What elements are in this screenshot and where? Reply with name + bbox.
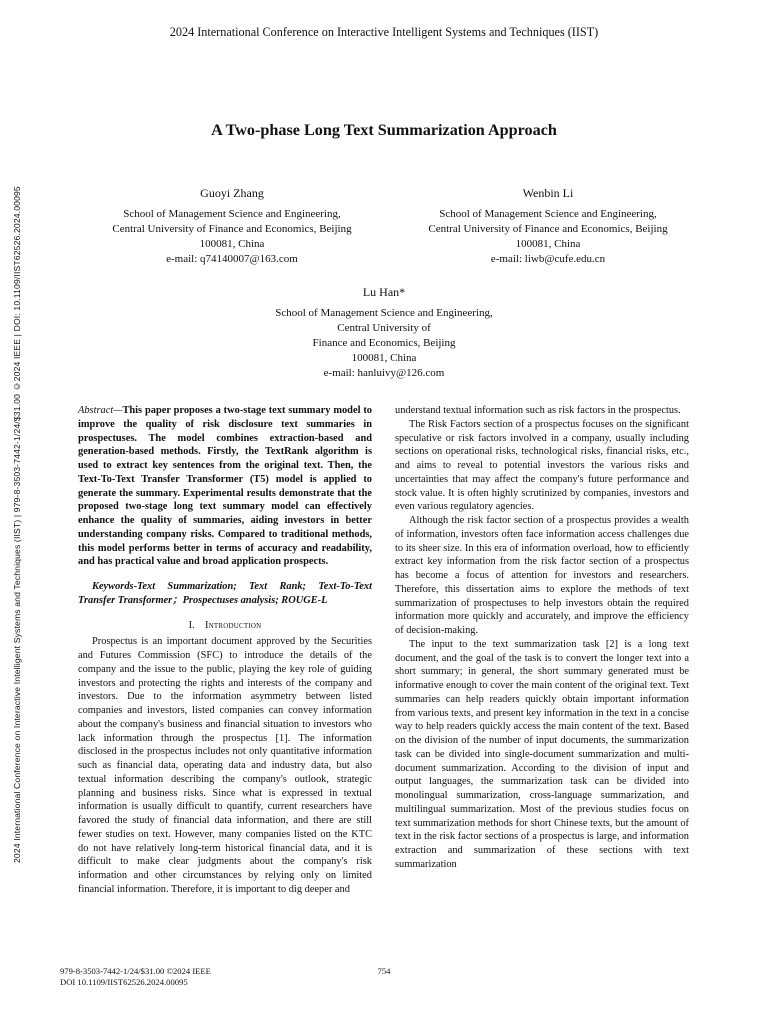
side-doi-strip: 2024 International Conference on Interactive Intelligent Systems and Techniques (IIST) | 979-8-3503-7442-1/24/$31.00 ©2024 IEEE | DOI: 10.1109/IIST62526.2024.00095 — [12, 186, 22, 864]
left-column — [78, 404, 372, 897]
footer-isbn: 979-8-3503-7442-1/24/$31.00 ©2024 IEEE — [60, 966, 211, 976]
author-block-3 — [224, 285, 544, 381]
section-heading-introduction — [78, 619, 372, 633]
author-name: Wenbin Li — [522, 186, 574, 200]
body-paragraph: Although the risk factor section of a prospectus provides a wealth of information, investors often face information access challenges due to its sheer size. In this era of information overload, how to efficiently extract key information from the risk factor section of a prospectus has become a focus of attention for investors and researchers. Therefore, this dissertation aims to explore the methods of text summarization of prospectuses to help investors obtain the required information more quickly and accurately, and improve the efficiency of decision-making. — [395, 515, 689, 636]
abstract — [78, 404, 372, 569]
author-email: e-mail: hanluivy@126.com — [323, 367, 445, 379]
author-affiliation: School of Management Science and Engineering, — [275, 307, 493, 319]
conference-header: 2024 International Conference on Interactive Intelligent Systems and Techniques (IIST) — [169, 25, 599, 39]
author-postcode: 100081, China — [515, 238, 581, 250]
author-name: Guoyi Zhang — [200, 186, 264, 200]
author-email: e-mail: liwb@cufe.edu.cn — [490, 253, 606, 265]
author-block-2 — [388, 186, 708, 267]
author-affiliation: Central University of — [337, 322, 431, 334]
section-title: Introduction — [205, 619, 262, 631]
author-postcode: 100081, China — [199, 238, 265, 250]
author-affiliation: Central University of Finance and Economics, Beijing — [428, 223, 668, 235]
paper-title: A Two-phase Long Text Summarization Approach — [211, 121, 557, 139]
body-paragraph: Prospectus is an important document approved by the Securities and Futures Commission (SFC) to introduce the details of the company and the issue to the public, playing the key role of guiding investors and protecting the rights and interests of the company and investors. Due to the information asymmetry between listed companies and investors, listed companies can convey information about the company's business and financial situation to investors who lack information through the prospectus [1]. The information disclosed in the prospectus includes not only quantitative information such as financial data, operating data and industry data, but also textual information describing the company's outlook, strategic planning and business risks. Since what is expressed in textual information is usually difficult to quantify, current researchers have favored the study of financial data information, and there are still fewer studies on text. However, many companies listed on the KTC do not have relatively long-term historical financial data, and it is difficult to make clear judgments about the company's risk information and other circumstances by relying only on limited financial information. Therefore, it is important to dig deeper and — [78, 636, 372, 895]
section-number: I. — [188, 619, 195, 631]
author-email: e-mail: q74140007@163.com — [166, 253, 298, 265]
right-column — [395, 404, 689, 872]
page-number: 754 — [377, 966, 391, 976]
body-paragraph: The input to the text summarization task [2] is a long text document, and the goal of the task is to convert the longer text into a short summary; in general, the short summary generated must be informative enough to cover the main content of the original text. Text summaries can help readers quickly obtain important information from various texts, and present key information in the text in a concise way to help readers quickly access the main content of the text. Based on the division of the number of input documents, the summarization task can be divided into single-document summarization and multi-document summarization. According to the division of input and output languages, the summarization task can be divided into monolingual summarization, cross-language summarization, and multilingual summarization. Most of the previous studies focus on text summarization methods for short Chinese texts, but the amount of text in the risk factor sections of a prospectus is large, and information extraction and summarization of these sections with text summarization — [395, 638, 689, 870]
abstract-text: This paper proposes a two-stage text summary model to improve the quality of risk disclosure text summaries in prospectuses. The model combines extraction-based and generation-based methods. Firstly, the TextRank algorithm is used to extract key sentences from the original text. Then, the Text-To-Text Transfer Transformer (T5) model is applied to generate the summary. Experimental results demonstrate that the proposed two-stage long text summary model can effectively enhance the quality of summaries, aiding investors in better understanding company risks. Compared to traditional methods, this model performs better in terms of accuracy and readability, and has practical value and broad application prospects. — [78, 405, 372, 568]
body-paragraph-continuation: understand textual information such as risk factors in the prospectus. — [395, 405, 681, 416]
author-postcode: 100081, China — [351, 352, 417, 364]
keywords: Keywords-Text Summarization; Text Rank; Text-To-Text Transfer Transformer；Prospectuses analysis; ROUGE-L — [78, 581, 372, 606]
author-affiliation: School of Management Science and Engineering, — [123, 208, 341, 220]
author-block-1 — [72, 186, 392, 267]
abstract-lead: Abstract— — [78, 405, 123, 416]
footer-doi: DOI 10.1109/IIST62526.2024.00095 — [60, 977, 188, 987]
author-affiliation: Finance and Economics, Beijing — [312, 337, 456, 349]
body-paragraph: The Risk Factors section of a prospectus focuses on the significant speculative or risk factors involved in a company, usually including sections on operational risks, technological risks, financial risks, etc., and aims to reveal to potential investors the various risks and uncertainties that may affect the company's future performance and stock value. It is often highly scrutinized by companies, investors and even various regulatory agencies. — [395, 418, 689, 513]
author-name: Lu Han* — [362, 285, 406, 299]
author-affiliation: School of Management Science and Engineering, — [439, 208, 657, 220]
author-affiliation: Central University of Finance and Economics, Beijing — [112, 223, 352, 235]
